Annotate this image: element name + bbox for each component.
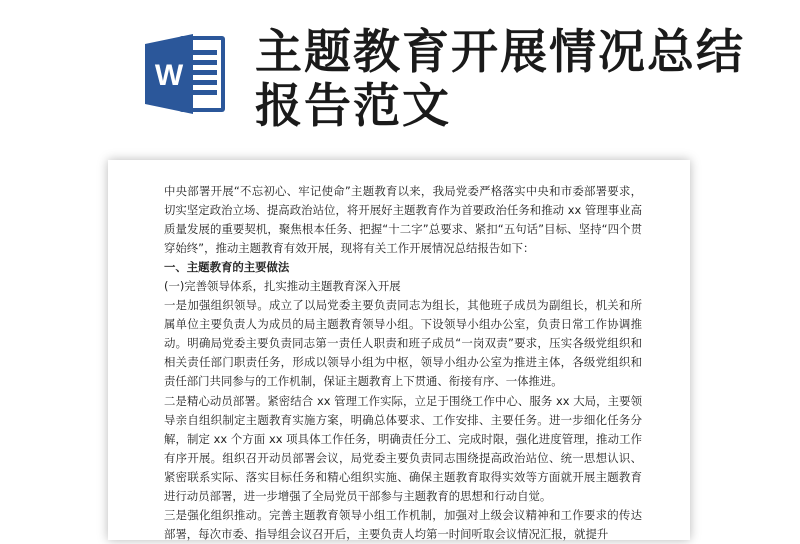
section-subheading: (一)完善领导体系，扎实推动主题教育深入开展 bbox=[164, 279, 401, 294]
header-banner bbox=[0, 0, 800, 150]
svg-text:W: W bbox=[154, 59, 184, 92]
intro-paragraph: 中央部署开展“不忘初心、牢记使命”主题教育以来，我局党委严格落实中央和市委部署要求，切实坚定政治立场、提高政治站位，将开展好主题教育作为首要政治任务和推动 xx 管理事业高质量发展的重要契机，聚焦根本任务、把握“十二字”总要求、紧扣“五句话”目标、坚持“四个贯穿始终”，推动主题教育有效开展，现将有关工作开展情况总结报告如下： bbox=[164, 184, 642, 256]
body-paragraph: 三是强化组织推动。完善主题教育领导小组工作机制，加强对上级会议精神和工作要求的传达部署，每次市委、指导组会议召开后，主要负责人均第一时间听取会议情况汇报，就提升 bbox=[164, 507, 642, 541]
section-heading: 一、主题教育的主要做法 bbox=[164, 260, 290, 275]
page-title: 主题教育开展情况总结报告范文 bbox=[255, 25, 745, 134]
document-body bbox=[164, 182, 642, 541]
body-paragraph: 二是精心动员部署。紧密结合 xx 管理工作实际，立足于围绕工作中心、服务 xx 大局，主要领导亲自组织制定主题教育实施方案，明确总体要求、工作安排、主要任务。进一步细化任务分解，制定 xx 个方面 xx 项具体工作任务，明确责任分工、完成时限，强化进度管理，推动工作有序开展。组织召开动员部署会议，局党委主要负责同志围绕提高政治站位、统一思想认识、紧密联系实际、落实目标任务和精心组织实施、确保主题教育取得实效等方面就开展主题教育进行动员部署，进一步增强了全局党员干部参与主题教育的思想和行动自觉。 bbox=[164, 393, 642, 503]
microsoft-word-icon bbox=[143, 30, 229, 118]
body-paragraph: 一是加强组织领导。成立了以局党委主要负责同志为组长，其他班子成员为副组长，机关和所属单位主要负责人为成员的局主题教育领导小组。下设领导小组办公室，负责日常工作协调推动。明确局党委主要负责同志第一责任人职责和班子成员“一岗双责”要求，压实各级党组织和相关责任部门职责任务，形成以领导小组为中枢，领导小组办公室为推进主体，各级党组织和责任部门共同参与的工作机制，保证主题教育上下贯通、衔接有序、一体推进。 bbox=[164, 298, 642, 389]
